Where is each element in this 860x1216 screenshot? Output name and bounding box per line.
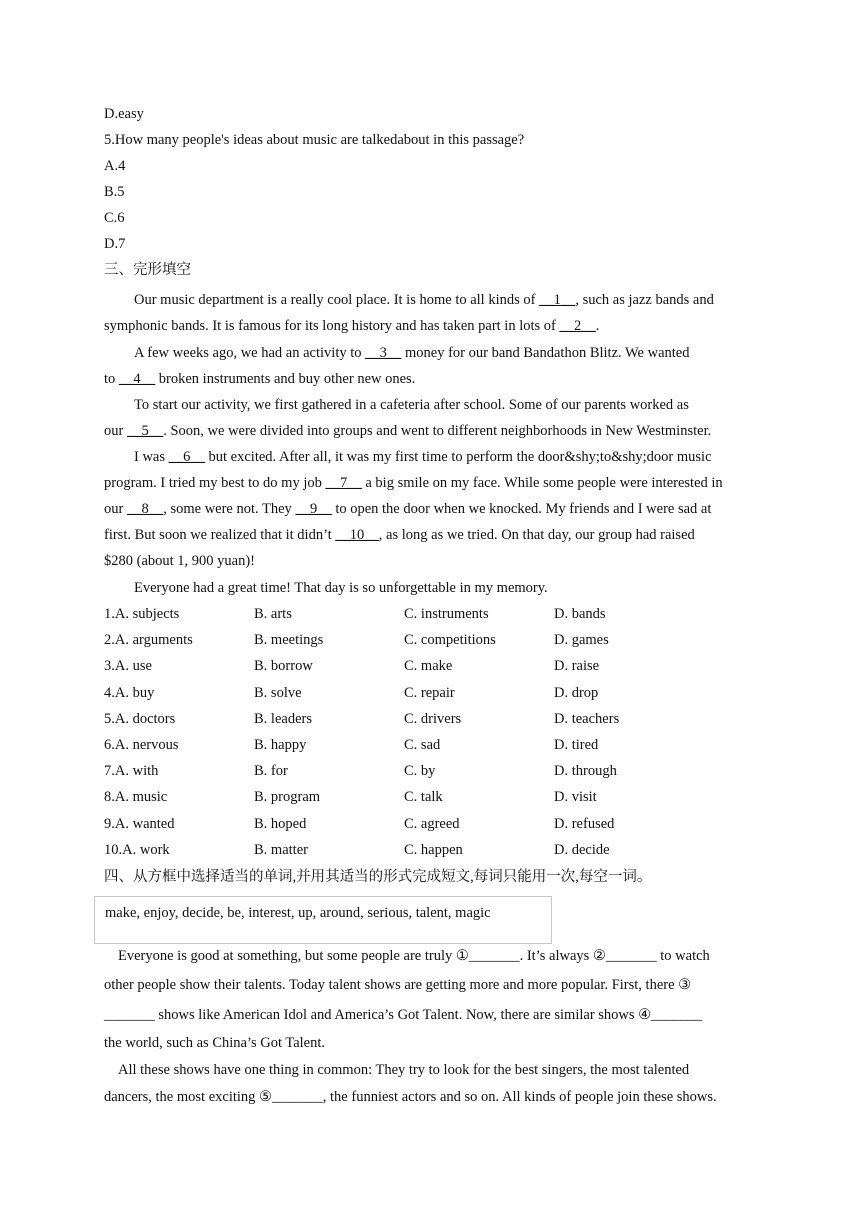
- text-run: program. I tried my best to do my job: [104, 475, 326, 491]
- section4-line5: All these shows have one thing in common: They try to look for the best singers, the most talented: [118, 1062, 690, 1078]
- choice-6-a: 6.A. nervous: [104, 737, 179, 753]
- choice-6-c: C. sad: [404, 737, 441, 753]
- section4-line4: the world, such as China’s Got Talent.: [104, 1035, 326, 1051]
- section4-heading: 四、从方框中选择适当的单词,并用其适当的形式完成短文,每词只能用一次,每空一词。: [104, 869, 652, 885]
- passage-p4-line5: $280 (about 1, 900 yuan)!: [104, 553, 256, 569]
- text-run: our: [104, 423, 127, 439]
- choice-7-d: D. through: [554, 763, 617, 780]
- choice-7-a: 7.A. with: [104, 763, 159, 780]
- choice-4-d: D. drop: [554, 684, 599, 701]
- blank-4: __4__: [118, 371, 156, 387]
- section3-heading: 三、完形填空: [104, 262, 191, 278]
- text-run: , as long as we tried. On that day, our group had raised: [378, 527, 695, 543]
- choice-4-a: 4.A. buy: [104, 684, 155, 701]
- passage-p4-line1: [134, 447, 712, 467]
- q5-question: 5.How many people's ideas about music are talkedabout in this passage?: [104, 132, 525, 148]
- section4-line1: Everyone is good at something, but some people are truly ①_______. It’s always ②_______ to watch: [118, 948, 710, 964]
- choice-8-a: 8.A. music: [104, 789, 168, 806]
- choice-3-c: C. make: [404, 658, 453, 675]
- blank-10: __10__: [335, 527, 379, 543]
- blank-1: __1__: [539, 292, 576, 308]
- choice-5-a: 5.A. doctors: [104, 710, 176, 727]
- choice-1-c: C. instruments: [404, 606, 489, 622]
- text-run: broken instruments and buy other new ones.: [155, 371, 416, 387]
- text-run: to open the door when we knocked. My friends and I were sad at: [331, 501, 712, 517]
- choice-4-b: B. solve: [254, 684, 302, 701]
- text-run: , some were not. They: [163, 501, 296, 517]
- blank-6: __6__: [168, 449, 205, 465]
- text-run: , such as jazz bands and: [575, 292, 714, 308]
- blank-8: __8__: [126, 501, 164, 517]
- word-box: [94, 896, 552, 944]
- text-run: Our music department is a really cool place. It is home to all kinds of: [134, 292, 540, 308]
- choice-2-c: C. competitions: [404, 632, 496, 649]
- choice-4-c: C. repair: [404, 684, 455, 701]
- text-run: symphonic bands. It is famous for its long history and has taken part in lots of: [104, 318, 560, 334]
- passage-p4-line3: [104, 499, 711, 519]
- text-run: our: [104, 501, 127, 517]
- q5-option-b: B.5: [104, 184, 125, 200]
- choice-9-c: C. agreed: [404, 815, 460, 832]
- choice-6-d: D. tired: [554, 737, 599, 753]
- choice-5-c: C. drivers: [404, 710, 462, 727]
- choice-8-d: D. visit: [554, 789, 597, 806]
- passage-p3-line1: To start our activity, we first gathered in a cafeteria after school. Some of our parents worked as: [134, 397, 689, 413]
- choice-3-d: D. raise: [554, 658, 600, 675]
- text-run: money for our band Bandathon Blitz. We wanted: [401, 345, 690, 361]
- q5-option-a: A.4: [104, 158, 126, 174]
- choice-5-d: D. teachers: [554, 710, 620, 727]
- passage-p4-line2: [104, 473, 723, 493]
- blank-3: __3__: [365, 345, 402, 361]
- q5-option-c: C.6: [104, 210, 125, 226]
- passage-p2-line1: [134, 343, 689, 363]
- choice-2-d: D. games: [554, 632, 609, 649]
- choice-8-c: C. talk: [404, 789, 443, 806]
- text-run: but excited. After all, it was my first time to perform the door&shy;to&shy;door music: [204, 449, 712, 465]
- blank-9: __9__: [295, 501, 332, 517]
- blank-7: __7__: [325, 475, 362, 491]
- text-run: first. But soon we realized that it didn’t: [104, 527, 336, 543]
- text-run: a big smile on my face. While some people were interested in: [361, 475, 723, 491]
- passage-p3-line2: [104, 421, 711, 441]
- choice-7-c: C. by: [404, 763, 436, 780]
- text-run: .: [595, 318, 600, 334]
- choice-3-a: 3.A. use: [104, 658, 152, 675]
- section4-line6: dancers, the most exciting ⑤_______, the funniest actors and so on. All kinds of people join these shows.: [104, 1089, 717, 1105]
- choice-10-b: B. matter: [254, 841, 308, 858]
- q5-option-d: D.7: [104, 236, 126, 252]
- word-box-words: make, enjoy, decide, be, interest, up, around, serious, talent, magic: [105, 905, 491, 921]
- choice-2-a: 2.A. arguments: [104, 632, 193, 649]
- choice-10-a: 10.A. work: [104, 841, 170, 858]
- choice-9-a: 9.A. wanted: [104, 815, 175, 832]
- passage-p1-line1: [134, 290, 714, 310]
- choice-9-d: D. refused: [554, 815, 615, 832]
- q4-option-d: D.easy: [104, 106, 144, 122]
- section4-line3: _______ shows like American Idol and America’s Got Talent. Now, there are similar shows ④_______: [104, 1007, 702, 1023]
- passage-p2-line2: [104, 369, 415, 389]
- text-run: . Soon, we were divided into groups and went to different neighborhoods in New Westminster.: [163, 423, 712, 439]
- choice-6-b: B. happy: [254, 737, 307, 753]
- choice-5-b: B. leaders: [254, 710, 312, 727]
- text-run: I was: [134, 449, 169, 465]
- blank-2: __2__: [559, 318, 596, 334]
- choice-10-d: D. decide: [554, 841, 610, 858]
- blank-5: __5__: [126, 423, 164, 439]
- text-run: to: [104, 371, 119, 387]
- passage-p5: Everyone had a great time! That day is so unforgettable in my memory.: [134, 580, 548, 596]
- choice-1-a: 1.A. subjects: [104, 606, 180, 622]
- choice-1-d: D. bands: [554, 606, 606, 622]
- choice-3-b: B. borrow: [254, 658, 313, 675]
- passage-p1-line2: [104, 316, 599, 336]
- text-run: A few weeks ago, we had an activity to: [134, 345, 366, 361]
- section4-line2: other people show their talents. Today talent shows are getting more and more popular. First, there ③: [104, 977, 692, 993]
- choice-9-b: B. hoped: [254, 815, 307, 832]
- choice-10-c: C. happen: [404, 841, 463, 858]
- choice-7-b: B. for: [254, 763, 288, 780]
- choice-2-b: B. meetings: [254, 632, 324, 649]
- choice-1-b: B. arts: [254, 606, 292, 622]
- choice-8-b: B. program: [254, 789, 321, 806]
- passage-p4-line4: [104, 525, 695, 545]
